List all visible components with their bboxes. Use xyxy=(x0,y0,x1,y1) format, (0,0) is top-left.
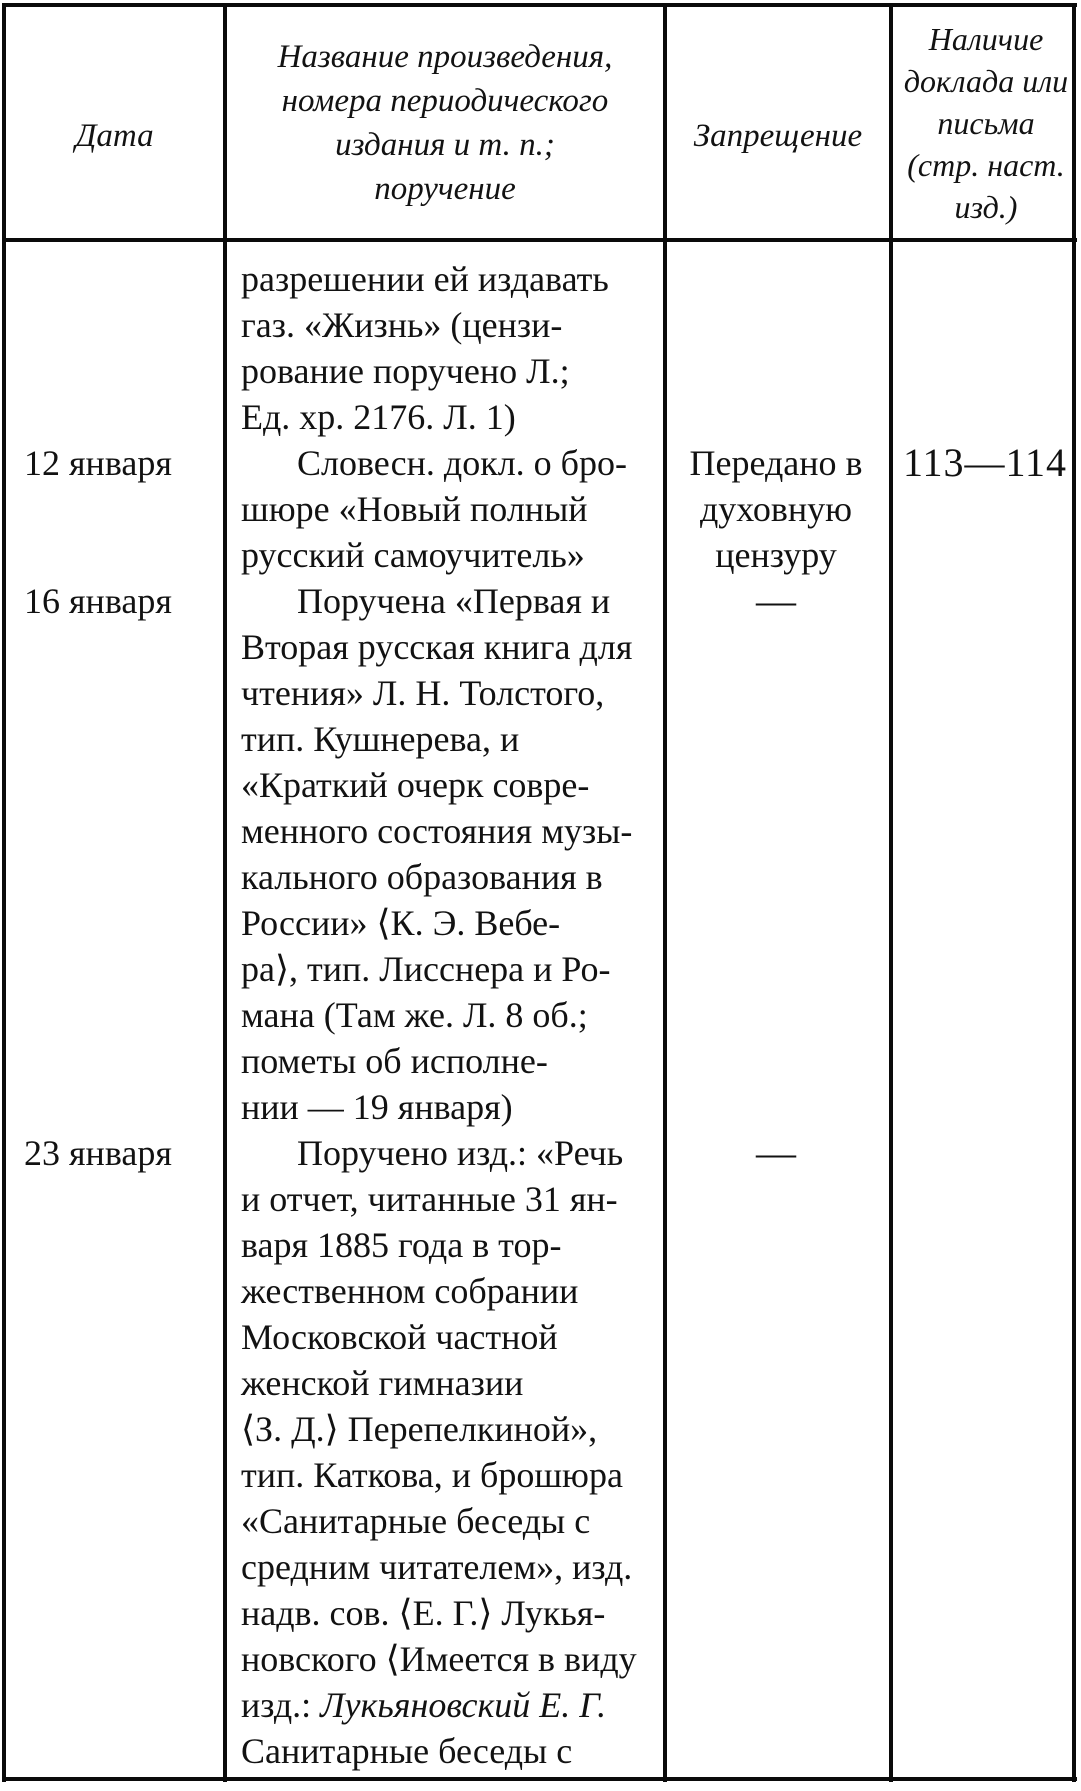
entry-line: Вторая русская книга для xyxy=(241,627,633,667)
header-title-line: издания и т. п.; xyxy=(335,126,555,163)
prohibition-line: духовную xyxy=(699,489,853,529)
entry-line: газ. «Жизнь» (цензи- xyxy=(241,305,563,345)
entry-line: новского ⟨Имеется в виду xyxy=(241,1639,637,1679)
entry-cell xyxy=(223,256,663,440)
pages-cell xyxy=(889,1130,1081,1774)
table-row xyxy=(0,1130,1081,1774)
pages-cell: 113—114 xyxy=(902,440,1068,485)
entry-cell xyxy=(223,440,663,578)
table-row xyxy=(0,256,1081,440)
header-date-label: Дата xyxy=(75,117,154,154)
header-presence-line: изд.) xyxy=(954,188,1018,225)
table-row xyxy=(0,440,1081,578)
entry-line: русский самоучитель» xyxy=(241,535,585,575)
entry-line: «Санитарные беседы с xyxy=(241,1501,591,1541)
prohibition-line: Передано в xyxy=(689,443,863,483)
header-prohibition-label: Запрещение xyxy=(693,117,863,154)
entry-line: Словесн. докл. о бро- xyxy=(297,443,627,483)
header-date xyxy=(6,7,223,238)
entry-line: и отчет, читанные 31 ян- xyxy=(241,1179,618,1219)
table-row xyxy=(0,578,1081,1130)
entry-cell xyxy=(223,1130,663,1774)
entry-line: Московской частной xyxy=(241,1317,558,1357)
entry-line: рование поручено Л.; xyxy=(241,351,570,391)
prohibition-cell xyxy=(663,578,889,1130)
date-cell: 12 января xyxy=(24,443,172,483)
entry-line: Ед. хр. 2176. Л. 1) xyxy=(241,397,516,437)
entry-line: тип. Каткова, и брошюра xyxy=(241,1455,623,1495)
header-presence-line: доклада или xyxy=(903,62,1069,99)
table-body xyxy=(0,242,1081,1774)
entry-line: Поручена «Первая и xyxy=(297,581,611,621)
pages-cell xyxy=(889,578,1081,1130)
header-prohibition xyxy=(667,7,889,238)
header-presence-line: (стр. наст. xyxy=(907,146,1065,183)
no-prohibition-dash: — xyxy=(756,578,796,623)
entry-line: России» ⟨К. Э. Вебе- xyxy=(241,903,561,943)
table-bottom-border xyxy=(2,1777,1077,1781)
header-presence-line: письма xyxy=(937,104,1035,141)
entry-line: тип. Кушнерева, и xyxy=(241,719,520,759)
entry-line: кального образования в xyxy=(241,857,603,897)
header-title xyxy=(227,7,663,238)
header-title-line: поручение xyxy=(374,170,516,207)
entry-line: Санитарные беседы с xyxy=(241,1731,573,1771)
entry-line: «Краткий очерк совре- xyxy=(241,765,590,805)
entry-line xyxy=(241,1682,659,1728)
entry-line: шюре «Новый полный xyxy=(241,489,588,529)
header-title-line: Название произведения, xyxy=(277,38,613,75)
header-title-line: номера периодического xyxy=(281,82,609,119)
pages-cell xyxy=(889,256,1081,440)
entry-cell xyxy=(223,578,663,1130)
entry-line: средним читателем», изд. xyxy=(241,1547,633,1587)
entry-line: женской гимназии xyxy=(241,1363,524,1403)
entry-line: надв. сов. ⟨Е. Г.⟩ Лукья- xyxy=(241,1593,606,1633)
prohibition-cell xyxy=(663,1130,889,1774)
entry-line: менного состояния музы- xyxy=(241,811,633,851)
text-segment: изд.: xyxy=(241,1685,321,1725)
citation-author-italic: Лукьяновский Е. Г. xyxy=(320,1685,607,1725)
entry-line: жественном собрании xyxy=(241,1271,579,1311)
date-cell: 23 января xyxy=(24,1133,172,1173)
header-presence-line: Наличие xyxy=(928,20,1044,57)
entry-line: варя 1885 года в тор- xyxy=(241,1225,562,1265)
entry-line: разрешении ей издавать xyxy=(241,259,609,299)
no-prohibition-dash: — xyxy=(756,1130,796,1175)
date-cell xyxy=(0,256,223,440)
prohibition-line: цензуру xyxy=(715,535,837,575)
entry-line: нии — 19 января) xyxy=(241,1087,513,1127)
entry-line: пометы об исполне- xyxy=(241,1041,548,1081)
entry-line: мана (Там же. Л. 8 об.; xyxy=(241,995,588,1035)
prohibition-cell xyxy=(663,440,889,578)
entry-line: Поручено изд.: «Речь xyxy=(297,1133,624,1173)
entry-line: ⟨З. Д.⟩ Перепелкиной», xyxy=(241,1409,598,1449)
entry-line: ра⟩, тип. Лисснера и Ро- xyxy=(241,949,611,989)
header-presence xyxy=(891,7,1081,238)
date-cell: 16 января xyxy=(24,581,172,621)
prohibition-cell xyxy=(663,256,889,440)
entry-line: чтения» Л. Н. Толстого, xyxy=(241,673,605,713)
